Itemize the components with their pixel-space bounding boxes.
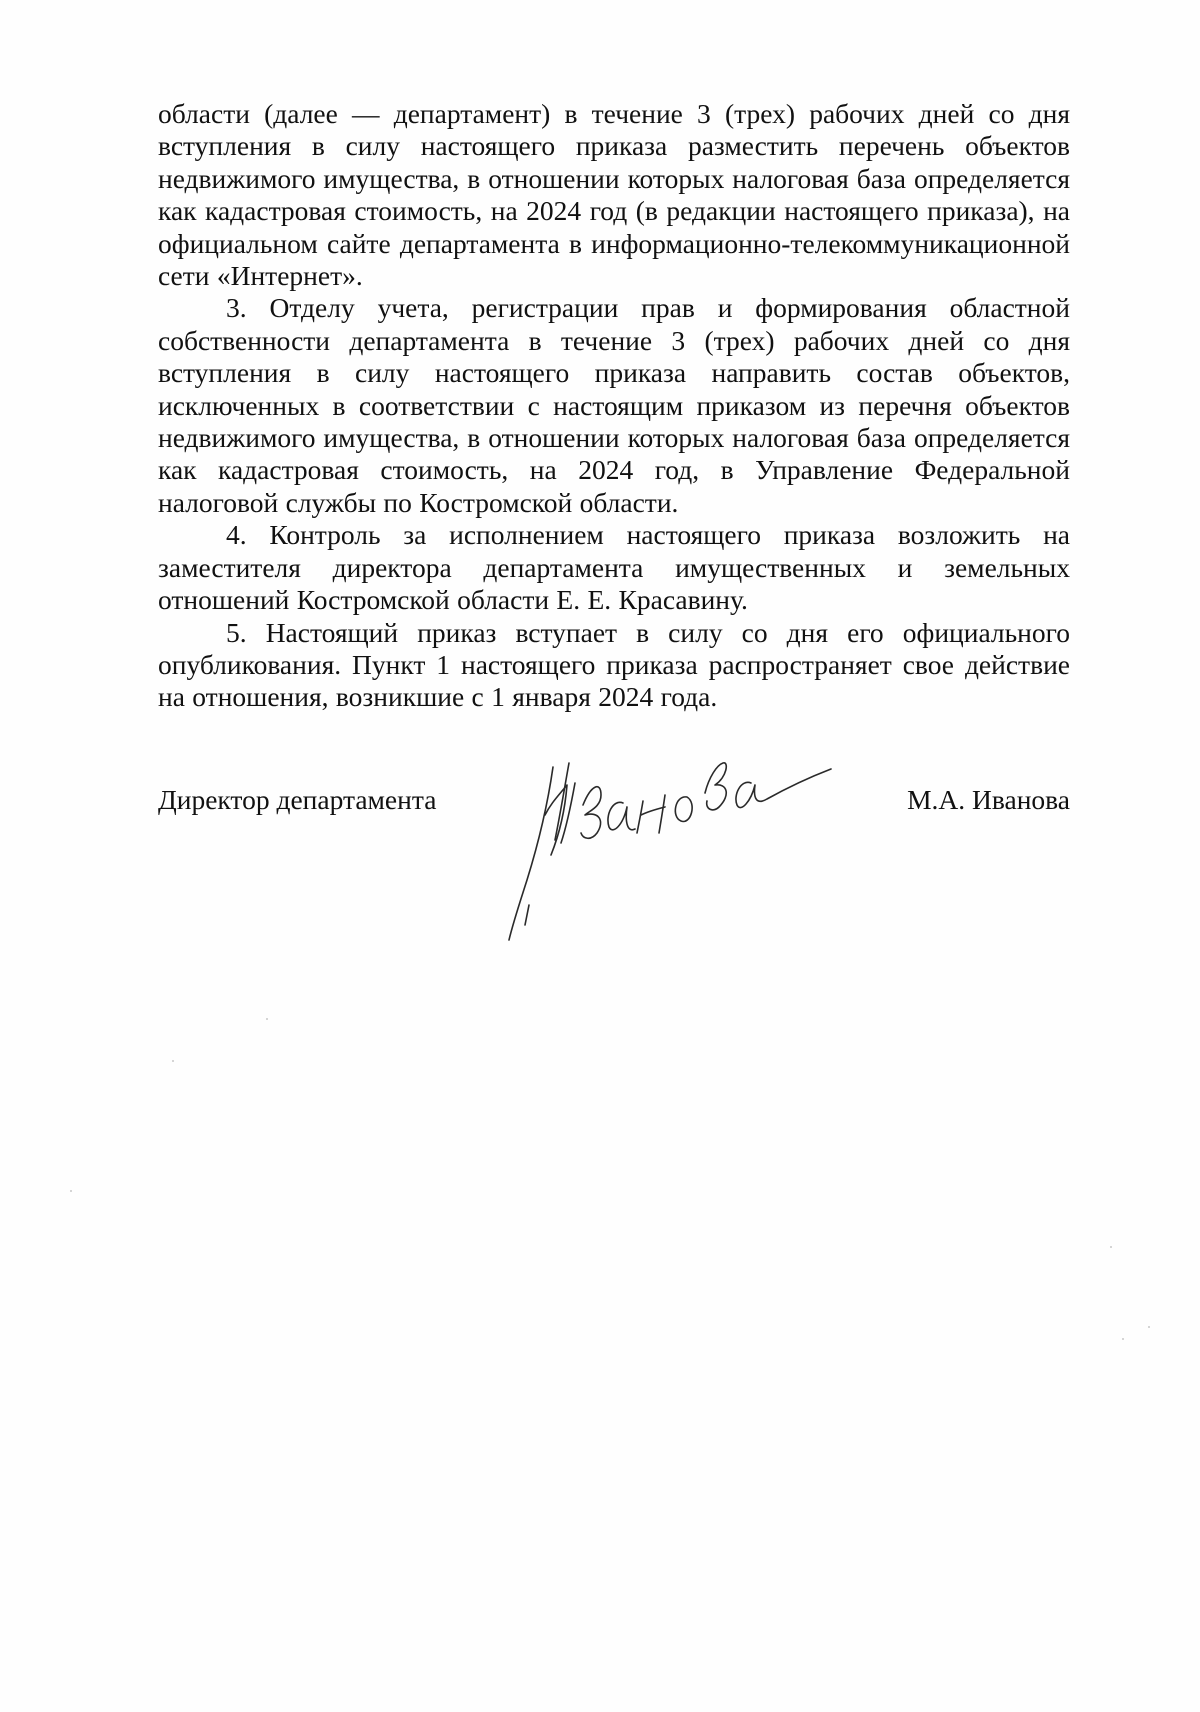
scan-speck <box>266 1018 268 1020</box>
signer-name: М.А. Иванова <box>907 784 1070 815</box>
scan-speck <box>70 1190 72 1192</box>
document-body <box>158 98 1070 714</box>
scan-speck <box>1110 1246 1112 1248</box>
paragraph-3: 3. Отделу учета, регистрации прав и формирования областной собственности департамента в течение 3 (трех) рабочих дней со дня вступления в силу настоящего приказа направить состав объектов, исключенных в соответствии с настоящим приказом из перечня объектов недвижимого имущества, в отношении которых налоговая база определяется как кадастровая стоимость, на 2024 год, в Управление Федеральной налоговой службы по Костромской области. <box>158 292 1070 518</box>
scan-speck <box>172 1060 174 1062</box>
signer-position: Директор департамента <box>158 784 437 815</box>
paragraph-4: 4. Контроль за исполнением настоящего приказа возложить на заместителя директора департамента имущественных и земельных отношений Костромской области Е. Е. Красавину. <box>158 519 1070 616</box>
paragraph-2-continuation: области (далее — департамент) в течение 3 (трех) рабочих дней со дня вступления в силу настоящего приказа разместить перечень объектов недвижимого имущества, в отношении которых налоговая база определяется как кадастровая стоимость, на 2024 год (в редакции настоящего приказа), на официальном сайте департамента в информационно-телекоммуникационной сети «Интернет». <box>158 98 1070 292</box>
handwritten-signature <box>505 755 835 945</box>
scan-speck <box>1122 1338 1124 1340</box>
paragraph-5: 5. Настоящий приказ вступает в силу со дня его официального опубликования. Пункт 1 настоящего приказа распространяет свое действие на отношения, возникшие с 1 января 2024 года. <box>158 616 1070 713</box>
scan-speck <box>1148 1326 1150 1328</box>
